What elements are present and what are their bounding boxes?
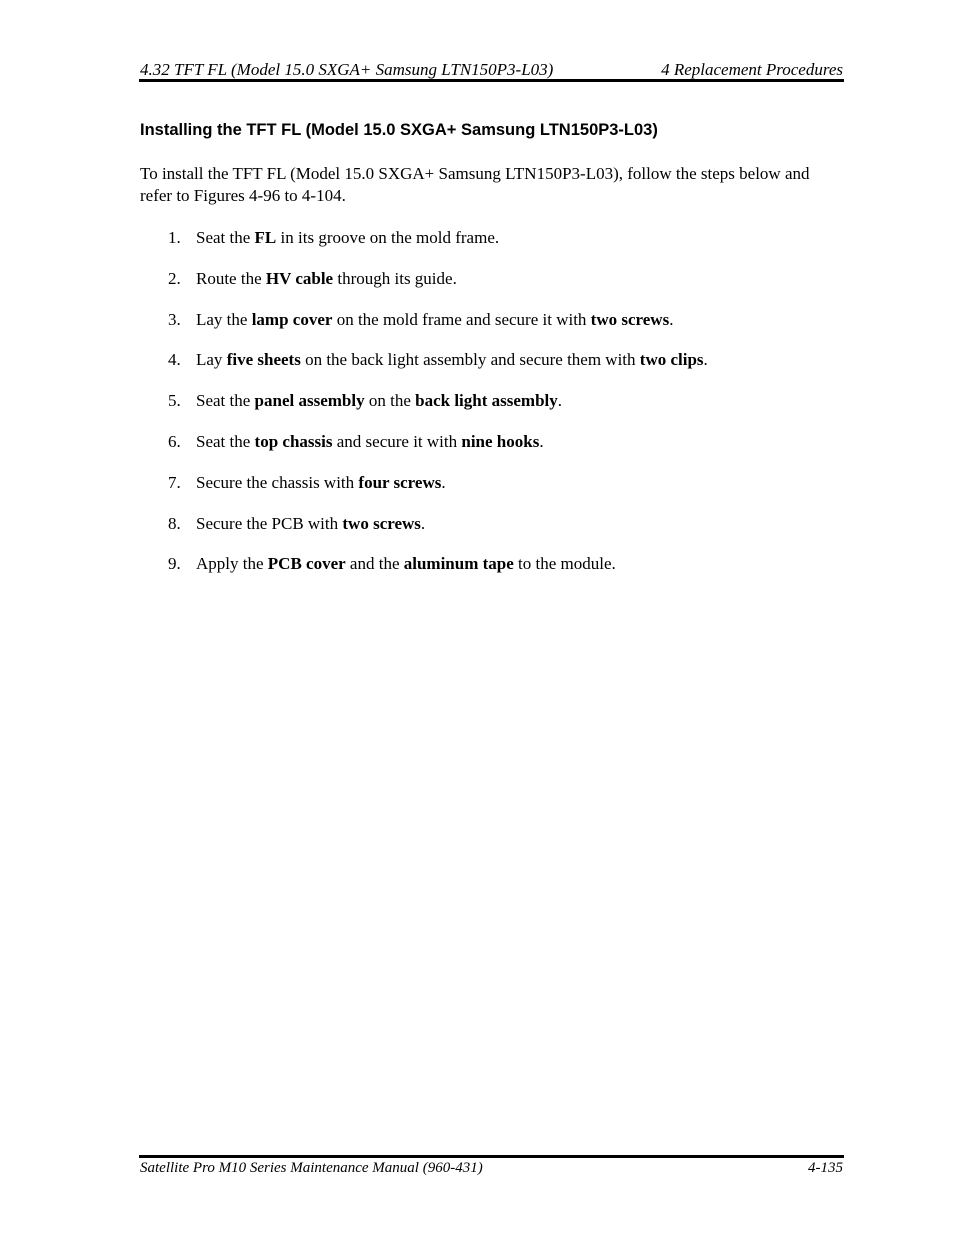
step-text-segment: to the module. — [513, 554, 616, 574]
step-text-segment: and the — [345, 554, 404, 574]
list-item — [140, 349, 840, 390]
step-text-segment: Lay — [196, 350, 227, 370]
step-number: 1. — [168, 228, 181, 247]
step-text-segment: . — [441, 472, 446, 492]
step-text-segment: in its groove on the mold frame. — [276, 228, 500, 247]
list-item — [140, 227, 840, 268]
step-text-segment: . — [420, 513, 426, 533]
list-item — [140, 553, 840, 594]
step-bold-term: four screws — [358, 472, 442, 492]
step-text-segment: Lay the — [196, 309, 252, 329]
step-text-segment: . — [703, 350, 708, 370]
step-number: 3. — [168, 309, 181, 329]
step-bold-term: top chassis — [254, 431, 333, 451]
step-number: 9. — [168, 554, 181, 574]
step-text-segment: . — [669, 309, 674, 329]
step-text-segment: on the — [364, 391, 416, 411]
list-item — [140, 390, 840, 431]
footer-page-number: 4-135 — [808, 1160, 843, 1176]
step-text — [196, 553, 616, 575]
list-item — [140, 472, 840, 513]
step-bold-term: two screws — [342, 513, 421, 533]
step-bold-term: PCB cover — [267, 554, 346, 574]
step-number: 8. — [168, 513, 181, 533]
step-bold-term: nine hooks — [461, 431, 540, 451]
step-text-segment: Apply the — [196, 554, 268, 574]
step-bold-term: HV cable — [265, 268, 334, 288]
step-number: 7. — [168, 472, 181, 492]
step-number: 2. — [168, 268, 181, 288]
step-text-segment: through its guide. — [333, 268, 457, 288]
step-number: 6. — [168, 431, 181, 451]
step-text-segment: Secure the PCB with — [196, 513, 343, 533]
header-section: 4.32 TFT FL (Model 15.0 SXGA+ Samsung LTN150P3-L03) — [140, 60, 554, 79]
list-item — [140, 513, 840, 554]
step-bold-term: two screws — [590, 309, 670, 329]
step-text — [196, 268, 457, 290]
step-text-segment: Route the — [196, 268, 266, 288]
step-number: 4. — [168, 350, 181, 370]
step-text-segment: Seat the — [196, 391, 255, 411]
footer-rule — [139, 1155, 844, 1158]
intro-paragraph: To install the TFT FL (Model 15.0 SXGA+ Samsung LTN150P3-L03), follow the steps below and refer to Figures 4-96 to 4-104. — [140, 164, 810, 205]
step-text — [196, 227, 499, 249]
step-bold-term: two clips — [639, 350, 704, 370]
step-bold-term: FL — [254, 228, 277, 247]
step-text-segment: . — [557, 391, 563, 411]
step-text — [196, 390, 562, 412]
step-text-segment: on the back light assembly and secure them with — [300, 350, 640, 370]
list-item — [140, 268, 840, 309]
section-title: Installing the TFT FL (Model 15.0 SXGA+ Samsung LTN150P3-L03) — [140, 121, 658, 139]
step-bold-term: lamp cover — [251, 309, 333, 329]
step-bold-term: back light assembly — [415, 391, 558, 411]
step-text-segment: on the mold frame and secure it with — [332, 309, 591, 329]
step-bold-term: five sheets — [226, 350, 301, 370]
header-rule — [139, 79, 844, 82]
step-text-segment: Seat the — [196, 228, 255, 247]
steps-list — [140, 227, 840, 594]
step-text — [196, 472, 446, 494]
footer-manual-title: Satellite Pro M10 Series Maintenance Manual (960-431) — [140, 1160, 483, 1176]
step-text-segment: . — [539, 431, 544, 451]
step-text-segment: Secure the chassis with — [196, 472, 359, 492]
step-bold-term: aluminum tape — [403, 554, 514, 574]
step-text — [196, 431, 544, 453]
header-chapter: 4 Replacement Procedures — [661, 60, 843, 79]
step-text-segment: Seat the — [196, 431, 255, 451]
step-text — [196, 513, 425, 535]
step-text — [196, 309, 673, 331]
list-item — [140, 431, 840, 472]
list-item — [140, 309, 840, 350]
step-number: 5. — [168, 391, 181, 411]
step-text-segment: and secure it with — [332, 431, 462, 451]
step-text — [196, 349, 708, 371]
step-bold-term: panel assembly — [254, 391, 365, 411]
page-footer — [140, 1160, 843, 1177]
page-header — [140, 56, 843, 80]
